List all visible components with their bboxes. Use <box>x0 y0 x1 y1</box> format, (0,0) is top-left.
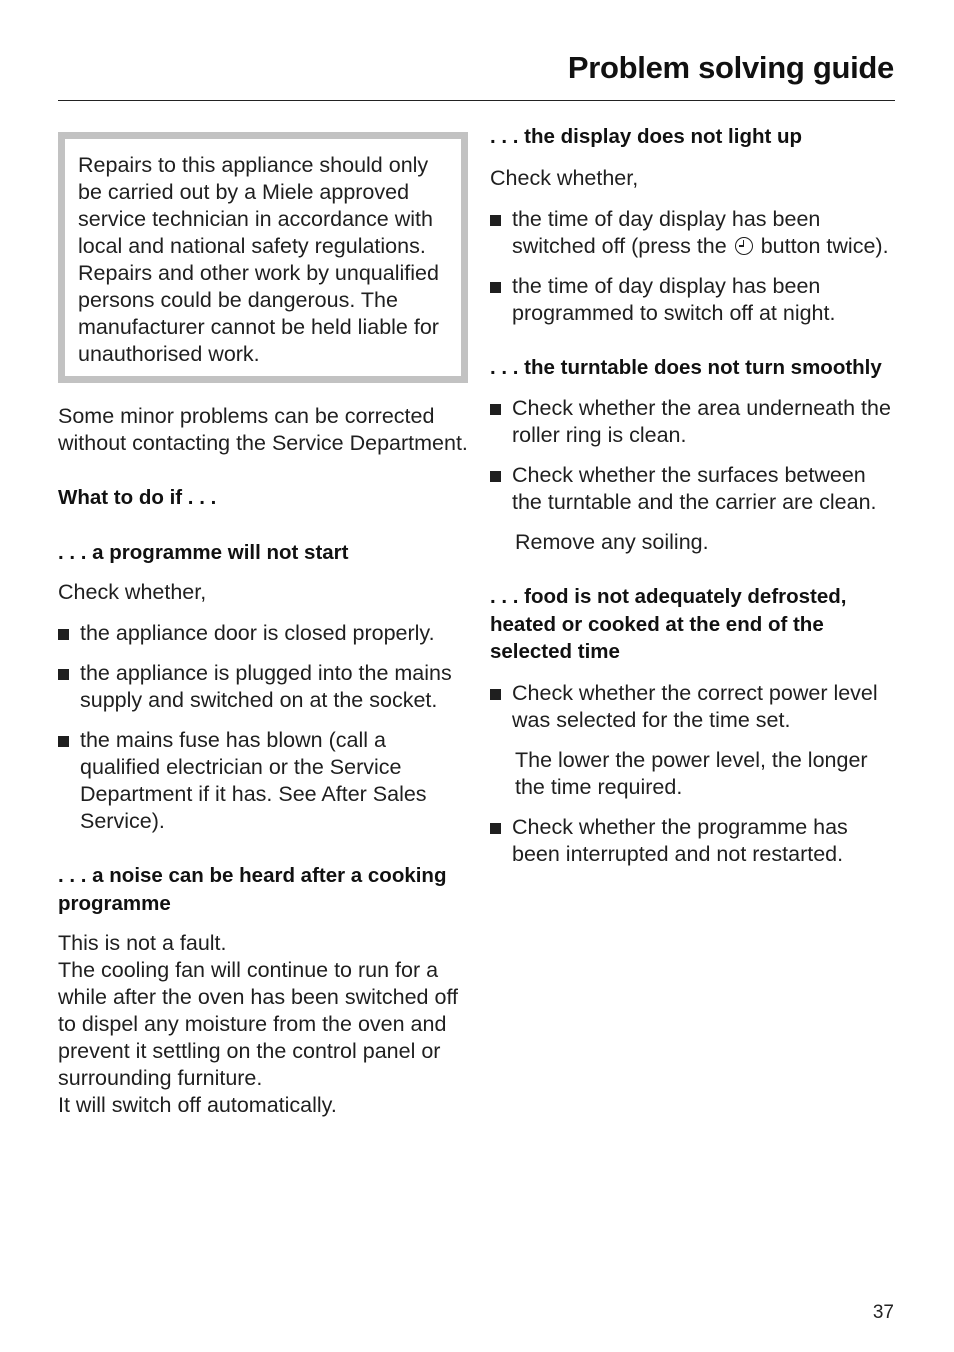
display-lead: Check whether, <box>490 165 639 190</box>
list-item <box>58 660 468 714</box>
list-item <box>490 395 900 449</box>
warning-text: Repairs to this appliance should only be carried out by a Miele approved service technician in accordance with local and national safety regulations. Repairs and other work by unqualified persons could be dangerous. The manufacturer cannot be held liable for unauthorised work. <box>78 153 439 366</box>
list-item-text: Check whether the area underneath the roller ring is clean. <box>512 396 891 447</box>
programme-lead: Check whether, <box>58 580 207 604</box>
food-list-2 <box>490 814 900 868</box>
bullet-icon <box>58 629 69 640</box>
bullet-icon <box>490 215 501 226</box>
bullet-icon <box>490 823 501 834</box>
food-list-1 <box>490 680 900 734</box>
list-item <box>490 273 900 327</box>
bullet-icon <box>58 736 69 747</box>
what-to-do-heading: What to do if . . . <box>58 486 217 509</box>
bullet-icon <box>490 282 501 293</box>
list-item-text: Check whether the correct power level was selected for the time set. <box>512 680 878 732</box>
list-item-text: the appliance is plugged into the mains supply and switched on at the socket. <box>80 661 452 712</box>
food-note: The lower the power level, the longer the time required. <box>515 747 868 799</box>
list-item-text: the time of day display has been programmed to switch off at night. <box>512 273 836 325</box>
warning-box <box>58 132 468 383</box>
list-item <box>490 206 900 260</box>
list-item-text: the mains fuse has blown (call a qualified electrician or the Service Department if it has. See After Sales Service). <box>80 728 427 833</box>
turntable-note: Remove any soiling. <box>515 530 709 554</box>
list-item <box>58 620 468 647</box>
bullet-icon <box>490 404 501 415</box>
list-item <box>490 814 900 868</box>
list-item-text: Check whether the surfaces between the turntable and the carrier are clean. <box>512 463 877 514</box>
list-item <box>490 462 900 516</box>
display-heading: . . . the display does not light up <box>490 125 803 148</box>
noise-heading: . . . a noise can be heard after a cooking programme <box>58 864 447 915</box>
programme-heading: . . . a programme will not start <box>58 540 349 564</box>
title-divider <box>58 100 895 101</box>
list-item-text-after-icon: button twice). <box>760 233 889 258</box>
list-item-text: the appliance door is closed properly. <box>80 621 435 645</box>
noise-line-2: The cooling fan will continue to run for a while after the oven has been switched off to dispel any moisture from the oven and prevent it settling on the control panel or surrounding furniture. <box>58 958 458 1090</box>
bullet-icon <box>490 471 501 482</box>
list-item-text: Check whether the programme has been interrupted and not restarted. <box>512 814 848 866</box>
intro-text: Some minor problems can be corrected without contacting the Service Department. <box>58 404 468 455</box>
food-heading: . . . food is not adequately defrosted, heated or cooked at the end of the selected time <box>490 585 847 663</box>
programme-list <box>58 620 468 835</box>
list-item-text-before-icon: the time of day display has been switched off (press the <box>512 206 821 258</box>
page-number: 37 <box>872 1302 894 1323</box>
right-column <box>490 123 900 881</box>
left-column <box>58 132 468 1119</box>
noise-line-1: This is not a fault. <box>58 931 227 955</box>
list-item <box>490 680 900 734</box>
bullet-icon <box>490 689 501 700</box>
turntable-list <box>490 395 900 516</box>
page-title: Problem solving guide <box>567 50 894 85</box>
noise-line-3: It will switch off automatically. <box>58 1093 337 1117</box>
display-list <box>490 206 900 327</box>
clock-icon <box>735 237 753 255</box>
bullet-icon <box>58 669 69 680</box>
turntable-heading: . . . the turntable does not turn smoothly <box>490 355 882 379</box>
list-item <box>58 727 468 835</box>
